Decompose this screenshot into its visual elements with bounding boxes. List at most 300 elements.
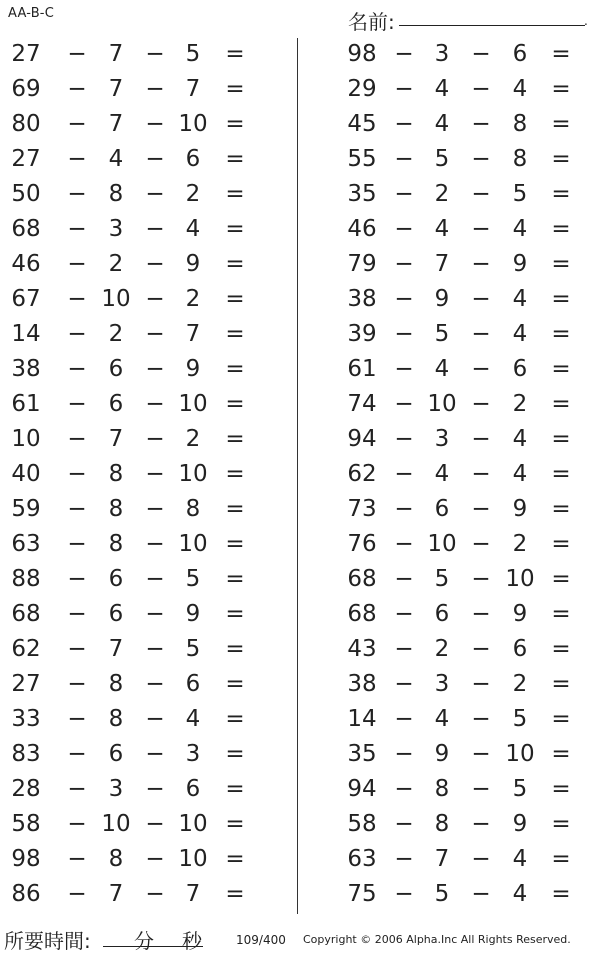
minus-sign: − <box>471 741 491 767</box>
minus-sign: − <box>145 601 165 627</box>
subtrahend-1: 6 <box>108 601 124 627</box>
subtrahend-1: 6 <box>434 496 450 522</box>
minus-sign: − <box>145 76 165 102</box>
minuend: 76 <box>347 531 377 557</box>
name-field-end: . <box>584 14 588 28</box>
equals-sign: = <box>551 111 571 137</box>
minus-sign: − <box>394 741 414 767</box>
equals-sign: = <box>551 251 571 277</box>
problem-row <box>310 738 600 773</box>
minus-sign: − <box>67 881 87 907</box>
problem-row <box>310 633 600 668</box>
minuend: 27 <box>11 671 41 697</box>
minus-sign: − <box>471 496 491 522</box>
equals-sign: = <box>551 706 571 732</box>
minus-sign: − <box>471 426 491 452</box>
subtrahend-1: 7 <box>434 846 450 872</box>
subtrahend-1: 4 <box>434 111 450 137</box>
minus-sign: − <box>145 496 165 522</box>
subtrahend-2: 9 <box>512 601 528 627</box>
problem-row <box>0 388 290 423</box>
subtrahend-1: 8 <box>108 706 124 732</box>
problem-row <box>0 843 290 878</box>
minus-sign: − <box>67 601 87 627</box>
minus-sign: − <box>145 391 165 417</box>
problem-row <box>310 458 600 493</box>
subtrahend-2: 9 <box>185 251 201 277</box>
minus-sign: − <box>145 321 165 347</box>
minuend: 59 <box>11 496 41 522</box>
subtrahend-1: 8 <box>108 461 124 487</box>
subtrahend-2: 8 <box>512 111 528 137</box>
subtrahend-1: 4 <box>434 216 450 242</box>
minuend: 94 <box>347 776 377 802</box>
subtrahend-2: 2 <box>185 426 201 452</box>
subtrahend-2: 6 <box>185 146 201 172</box>
problem-row <box>310 843 600 878</box>
subtrahend-2: 9 <box>185 601 201 627</box>
subtrahend-1: 2 <box>434 636 450 662</box>
subtrahend-1: 3 <box>434 41 450 67</box>
equals-sign: = <box>551 671 571 697</box>
subtrahend-1: 7 <box>108 76 124 102</box>
minus-sign: − <box>394 251 414 277</box>
minuend: 46 <box>347 216 377 242</box>
minus-sign: − <box>394 706 414 732</box>
problem-row <box>310 598 600 633</box>
minus-sign: − <box>145 671 165 697</box>
problem-row <box>0 283 290 318</box>
subtrahend-1: 4 <box>434 356 450 382</box>
subtrahend-2: 2 <box>185 181 201 207</box>
seconds-label: 秒 <box>182 929 202 953</box>
subtrahend-2: 3 <box>185 741 201 767</box>
subtrahend-1: 10 <box>101 286 131 312</box>
equals-sign: = <box>225 41 245 67</box>
minus-sign: − <box>394 356 414 382</box>
equals-sign: = <box>225 461 245 487</box>
minus-sign: − <box>471 811 491 837</box>
equals-sign: = <box>225 881 245 907</box>
problem-row <box>0 38 290 73</box>
subtrahend-1: 5 <box>434 146 450 172</box>
problem-row <box>0 633 290 668</box>
problem-row <box>0 493 290 528</box>
equals-sign: = <box>551 496 571 522</box>
minus-sign: − <box>145 531 165 557</box>
subtrahend-2: 2 <box>512 671 528 697</box>
problem-row <box>310 668 600 703</box>
subtrahend-2: 10 <box>178 461 208 487</box>
minus-sign: − <box>394 846 414 872</box>
subtrahend-2: 6 <box>185 671 201 697</box>
minus-sign: − <box>67 251 87 277</box>
equals-sign: = <box>225 111 245 137</box>
subtrahend-2: 7 <box>185 76 201 102</box>
problem-row <box>310 878 600 913</box>
subtrahend-2: 4 <box>512 426 528 452</box>
equals-sign: = <box>225 636 245 662</box>
subtrahend-2: 9 <box>512 811 528 837</box>
minuend: 39 <box>347 321 377 347</box>
equals-sign: = <box>225 286 245 312</box>
minus-sign: − <box>145 356 165 382</box>
problem-row <box>310 773 600 808</box>
problem-row <box>310 528 600 563</box>
minus-sign: − <box>67 776 87 802</box>
minuend: 61 <box>347 356 377 382</box>
minuend: 14 <box>11 321 41 347</box>
minuend: 14 <box>347 706 377 732</box>
subtrahend-1: 7 <box>108 426 124 452</box>
minus-sign: − <box>67 111 87 137</box>
subtrahend-1: 5 <box>434 321 450 347</box>
subtrahend-1: 6 <box>108 391 124 417</box>
subtrahend-1: 5 <box>434 881 450 907</box>
subtrahend-2: 4 <box>185 216 201 242</box>
subtrahend-1: 6 <box>108 356 124 382</box>
minus-sign: − <box>145 146 165 172</box>
equals-sign: = <box>225 426 245 452</box>
equals-sign: = <box>225 76 245 102</box>
subtrahend-1: 9 <box>434 286 450 312</box>
minus-sign: − <box>394 391 414 417</box>
equals-sign: = <box>551 391 571 417</box>
minuend: 94 <box>347 426 377 452</box>
equals-sign: = <box>225 496 245 522</box>
subtrahend-2: 5 <box>185 566 201 592</box>
minutes-label: 分 <box>134 929 154 953</box>
equals-sign: = <box>225 741 245 767</box>
minus-sign: − <box>67 426 87 452</box>
equals-sign: = <box>551 461 571 487</box>
problem-row <box>310 143 600 178</box>
subtrahend-2: 5 <box>512 776 528 802</box>
subtrahend-2: 8 <box>512 146 528 172</box>
equals-sign: = <box>551 216 571 242</box>
equals-sign: = <box>551 41 571 67</box>
minus-sign: − <box>394 41 414 67</box>
minuend: 67 <box>11 286 41 312</box>
problem-row <box>0 703 290 738</box>
minus-sign: − <box>471 76 491 102</box>
equals-sign: = <box>551 881 571 907</box>
problem-row <box>310 248 600 283</box>
subtrahend-1: 8 <box>108 181 124 207</box>
subtrahend-1: 8 <box>434 776 450 802</box>
subtrahend-2: 5 <box>185 636 201 662</box>
subtrahend-1: 8 <box>108 846 124 872</box>
minus-sign: − <box>394 881 414 907</box>
minus-sign: − <box>394 461 414 487</box>
subtrahend-1: 9 <box>434 741 450 767</box>
subtrahend-2: 6 <box>185 776 201 802</box>
minus-sign: − <box>67 216 87 242</box>
equals-sign: = <box>225 811 245 837</box>
minus-sign: − <box>471 321 491 347</box>
subtrahend-1: 6 <box>108 741 124 767</box>
equals-sign: = <box>225 566 245 592</box>
minus-sign: − <box>145 776 165 802</box>
problem-row <box>310 108 600 143</box>
minus-sign: − <box>394 636 414 662</box>
subtrahend-1: 8 <box>434 811 450 837</box>
subtrahend-1: 5 <box>434 566 450 592</box>
minus-sign: − <box>394 811 414 837</box>
minuend: 46 <box>11 251 41 277</box>
subtrahend-1: 4 <box>434 706 450 732</box>
equals-sign: = <box>551 531 571 557</box>
problem-row <box>310 388 600 423</box>
minuend: 29 <box>347 76 377 102</box>
equals-sign: = <box>551 76 571 102</box>
minus-sign: − <box>67 181 87 207</box>
minus-sign: − <box>471 286 491 312</box>
minus-sign: − <box>145 461 165 487</box>
subtrahend-1: 10 <box>427 531 457 557</box>
minuend: 69 <box>11 76 41 102</box>
minus-sign: − <box>67 636 87 662</box>
minuend: 38 <box>347 286 377 312</box>
subtrahend-2: 10 <box>178 846 208 872</box>
problem-row <box>0 668 290 703</box>
subtrahend-2: 4 <box>512 461 528 487</box>
minus-sign: − <box>145 846 165 872</box>
subtrahend-1: 2 <box>434 181 450 207</box>
subtrahend-1: 3 <box>434 671 450 697</box>
subtrahend-1: 8 <box>108 531 124 557</box>
subtrahend-2: 8 <box>185 496 201 522</box>
minuend: 73 <box>347 496 377 522</box>
equals-sign: = <box>225 846 245 872</box>
subtrahend-2: 4 <box>512 286 528 312</box>
right-problem-column <box>310 38 600 913</box>
subtrahend-2: 7 <box>185 881 201 907</box>
minus-sign: − <box>471 111 491 137</box>
subtrahend-2: 4 <box>512 216 528 242</box>
minus-sign: − <box>67 566 87 592</box>
equals-sign: = <box>551 741 571 767</box>
minuend: 35 <box>347 741 377 767</box>
problem-row <box>310 563 600 598</box>
minuend: 33 <box>11 706 41 732</box>
equals-sign: = <box>551 566 571 592</box>
minus-sign: − <box>145 881 165 907</box>
subtrahend-2: 4 <box>512 321 528 347</box>
name-label: 名前: <box>348 10 395 34</box>
minus-sign: − <box>471 566 491 592</box>
minus-sign: − <box>394 671 414 697</box>
subtrahend-2: 6 <box>512 636 528 662</box>
subtrahend-1: 4 <box>108 146 124 172</box>
equals-sign: = <box>225 216 245 242</box>
minuend: 58 <box>11 811 41 837</box>
minuend: 63 <box>347 846 377 872</box>
minus-sign: − <box>394 776 414 802</box>
minus-sign: − <box>394 286 414 312</box>
subtrahend-1: 7 <box>108 41 124 67</box>
equals-sign: = <box>225 531 245 557</box>
copyright-notice: Copyright © 2006 Alpha.Inc All Rights Reserved. <box>303 933 571 946</box>
minus-sign: − <box>471 881 491 907</box>
problem-row <box>310 318 600 353</box>
minus-sign: − <box>471 776 491 802</box>
minuend: 27 <box>11 41 41 67</box>
minus-sign: − <box>471 146 491 172</box>
minuend: 68 <box>11 216 41 242</box>
minus-sign: − <box>471 461 491 487</box>
subtrahend-1: 8 <box>108 496 124 522</box>
problem-row <box>0 318 290 353</box>
equals-sign: = <box>551 811 571 837</box>
problem-row <box>0 353 290 388</box>
minuend: 28 <box>11 776 41 802</box>
subtrahend-1: 4 <box>434 461 450 487</box>
minus-sign: − <box>145 426 165 452</box>
name-field-line <box>399 25 585 26</box>
subtrahend-2: 7 <box>185 321 201 347</box>
problem-row <box>0 108 290 143</box>
problem-row <box>0 248 290 283</box>
subtrahend-1: 8 <box>108 671 124 697</box>
minuend: 38 <box>11 356 41 382</box>
problem-row <box>0 598 290 633</box>
worksheet-code: AA-B-C <box>8 6 54 21</box>
problem-row <box>310 423 600 458</box>
minus-sign: − <box>394 111 414 137</box>
equals-sign: = <box>225 146 245 172</box>
minuend: 55 <box>347 146 377 172</box>
minus-sign: − <box>145 216 165 242</box>
minus-sign: − <box>145 566 165 592</box>
minus-sign: − <box>471 531 491 557</box>
subtrahend-1: 3 <box>434 426 450 452</box>
problem-row <box>310 213 600 248</box>
equals-sign: = <box>225 776 245 802</box>
minuend: 68 <box>11 601 41 627</box>
subtrahend-2: 4 <box>512 76 528 102</box>
minus-sign: − <box>394 531 414 557</box>
problem-row <box>0 73 290 108</box>
minus-sign: − <box>67 461 87 487</box>
minus-sign: − <box>67 496 87 522</box>
subtrahend-2: 4 <box>512 881 528 907</box>
subtrahend-2: 10 <box>178 111 208 137</box>
subtrahend-2: 5 <box>512 181 528 207</box>
subtrahend-2: 5 <box>512 706 528 732</box>
problem-row <box>0 773 290 808</box>
minuend: 62 <box>347 461 377 487</box>
subtrahend-2: 9 <box>185 356 201 382</box>
minus-sign: − <box>67 146 87 172</box>
minus-sign: − <box>145 41 165 67</box>
subtrahend-1: 6 <box>108 566 124 592</box>
minuend: 88 <box>11 566 41 592</box>
minus-sign: − <box>67 531 87 557</box>
equals-sign: = <box>551 356 571 382</box>
minus-sign: − <box>67 671 87 697</box>
problem-row <box>310 283 600 318</box>
minus-sign: − <box>471 636 491 662</box>
minuend: 98 <box>347 41 377 67</box>
minuend: 10 <box>11 426 41 452</box>
subtrahend-2: 10 <box>505 566 535 592</box>
subtrahend-2: 5 <box>185 41 201 67</box>
equals-sign: = <box>551 146 571 172</box>
equals-sign: = <box>225 601 245 627</box>
minus-sign: − <box>145 286 165 312</box>
minus-sign: − <box>67 76 87 102</box>
minus-sign: − <box>471 846 491 872</box>
subtrahend-2: 10 <box>505 741 535 767</box>
minus-sign: − <box>471 601 491 627</box>
minuend: 98 <box>11 846 41 872</box>
subtrahend-2: 6 <box>512 41 528 67</box>
minus-sign: − <box>394 181 414 207</box>
subtrahend-2: 9 <box>512 251 528 277</box>
minus-sign: − <box>471 181 491 207</box>
subtrahend-1: 7 <box>108 111 124 137</box>
equals-sign: = <box>225 181 245 207</box>
minus-sign: − <box>67 741 87 767</box>
subtrahend-2: 4 <box>185 706 201 732</box>
minus-sign: − <box>394 216 414 242</box>
minuend: 58 <box>347 811 377 837</box>
subtrahend-2: 6 <box>512 356 528 382</box>
minuend: 75 <box>347 881 377 907</box>
left-problem-column <box>0 38 290 913</box>
minus-sign: − <box>67 321 87 347</box>
minuend: 74 <box>347 391 377 417</box>
subtrahend-1: 7 <box>108 636 124 662</box>
problem-row <box>310 808 600 843</box>
subtrahend-1: 10 <box>101 811 131 837</box>
minus-sign: − <box>394 146 414 172</box>
minus-sign: − <box>145 741 165 767</box>
equals-sign: = <box>551 846 571 872</box>
minus-sign: − <box>471 251 491 277</box>
minus-sign: − <box>394 601 414 627</box>
subtrahend-2: 2 <box>185 286 201 312</box>
minuend: 83 <box>11 741 41 767</box>
minus-sign: − <box>471 356 491 382</box>
subtrahend-1: 7 <box>108 881 124 907</box>
column-divider <box>297 38 298 914</box>
problem-row <box>310 73 600 108</box>
problem-row <box>0 808 290 843</box>
subtrahend-2: 9 <box>512 496 528 522</box>
minus-sign: − <box>394 566 414 592</box>
subtrahend-1: 7 <box>434 251 450 277</box>
minuend: 45 <box>347 111 377 137</box>
problem-row <box>310 493 600 528</box>
minus-sign: − <box>145 811 165 837</box>
subtrahend-1: 10 <box>427 391 457 417</box>
minuend: 40 <box>11 461 41 487</box>
minus-sign: − <box>145 706 165 732</box>
minus-sign: − <box>67 286 87 312</box>
problem-row <box>0 563 290 598</box>
equals-sign: = <box>225 706 245 732</box>
problem-row <box>0 458 290 493</box>
equals-sign: = <box>551 776 571 802</box>
minuend: 86 <box>11 881 41 907</box>
subtrahend-2: 2 <box>512 391 528 417</box>
minuend: 63 <box>11 531 41 557</box>
minus-sign: − <box>67 811 87 837</box>
subtrahend-2: 4 <box>512 846 528 872</box>
subtrahend-1: 3 <box>108 776 124 802</box>
